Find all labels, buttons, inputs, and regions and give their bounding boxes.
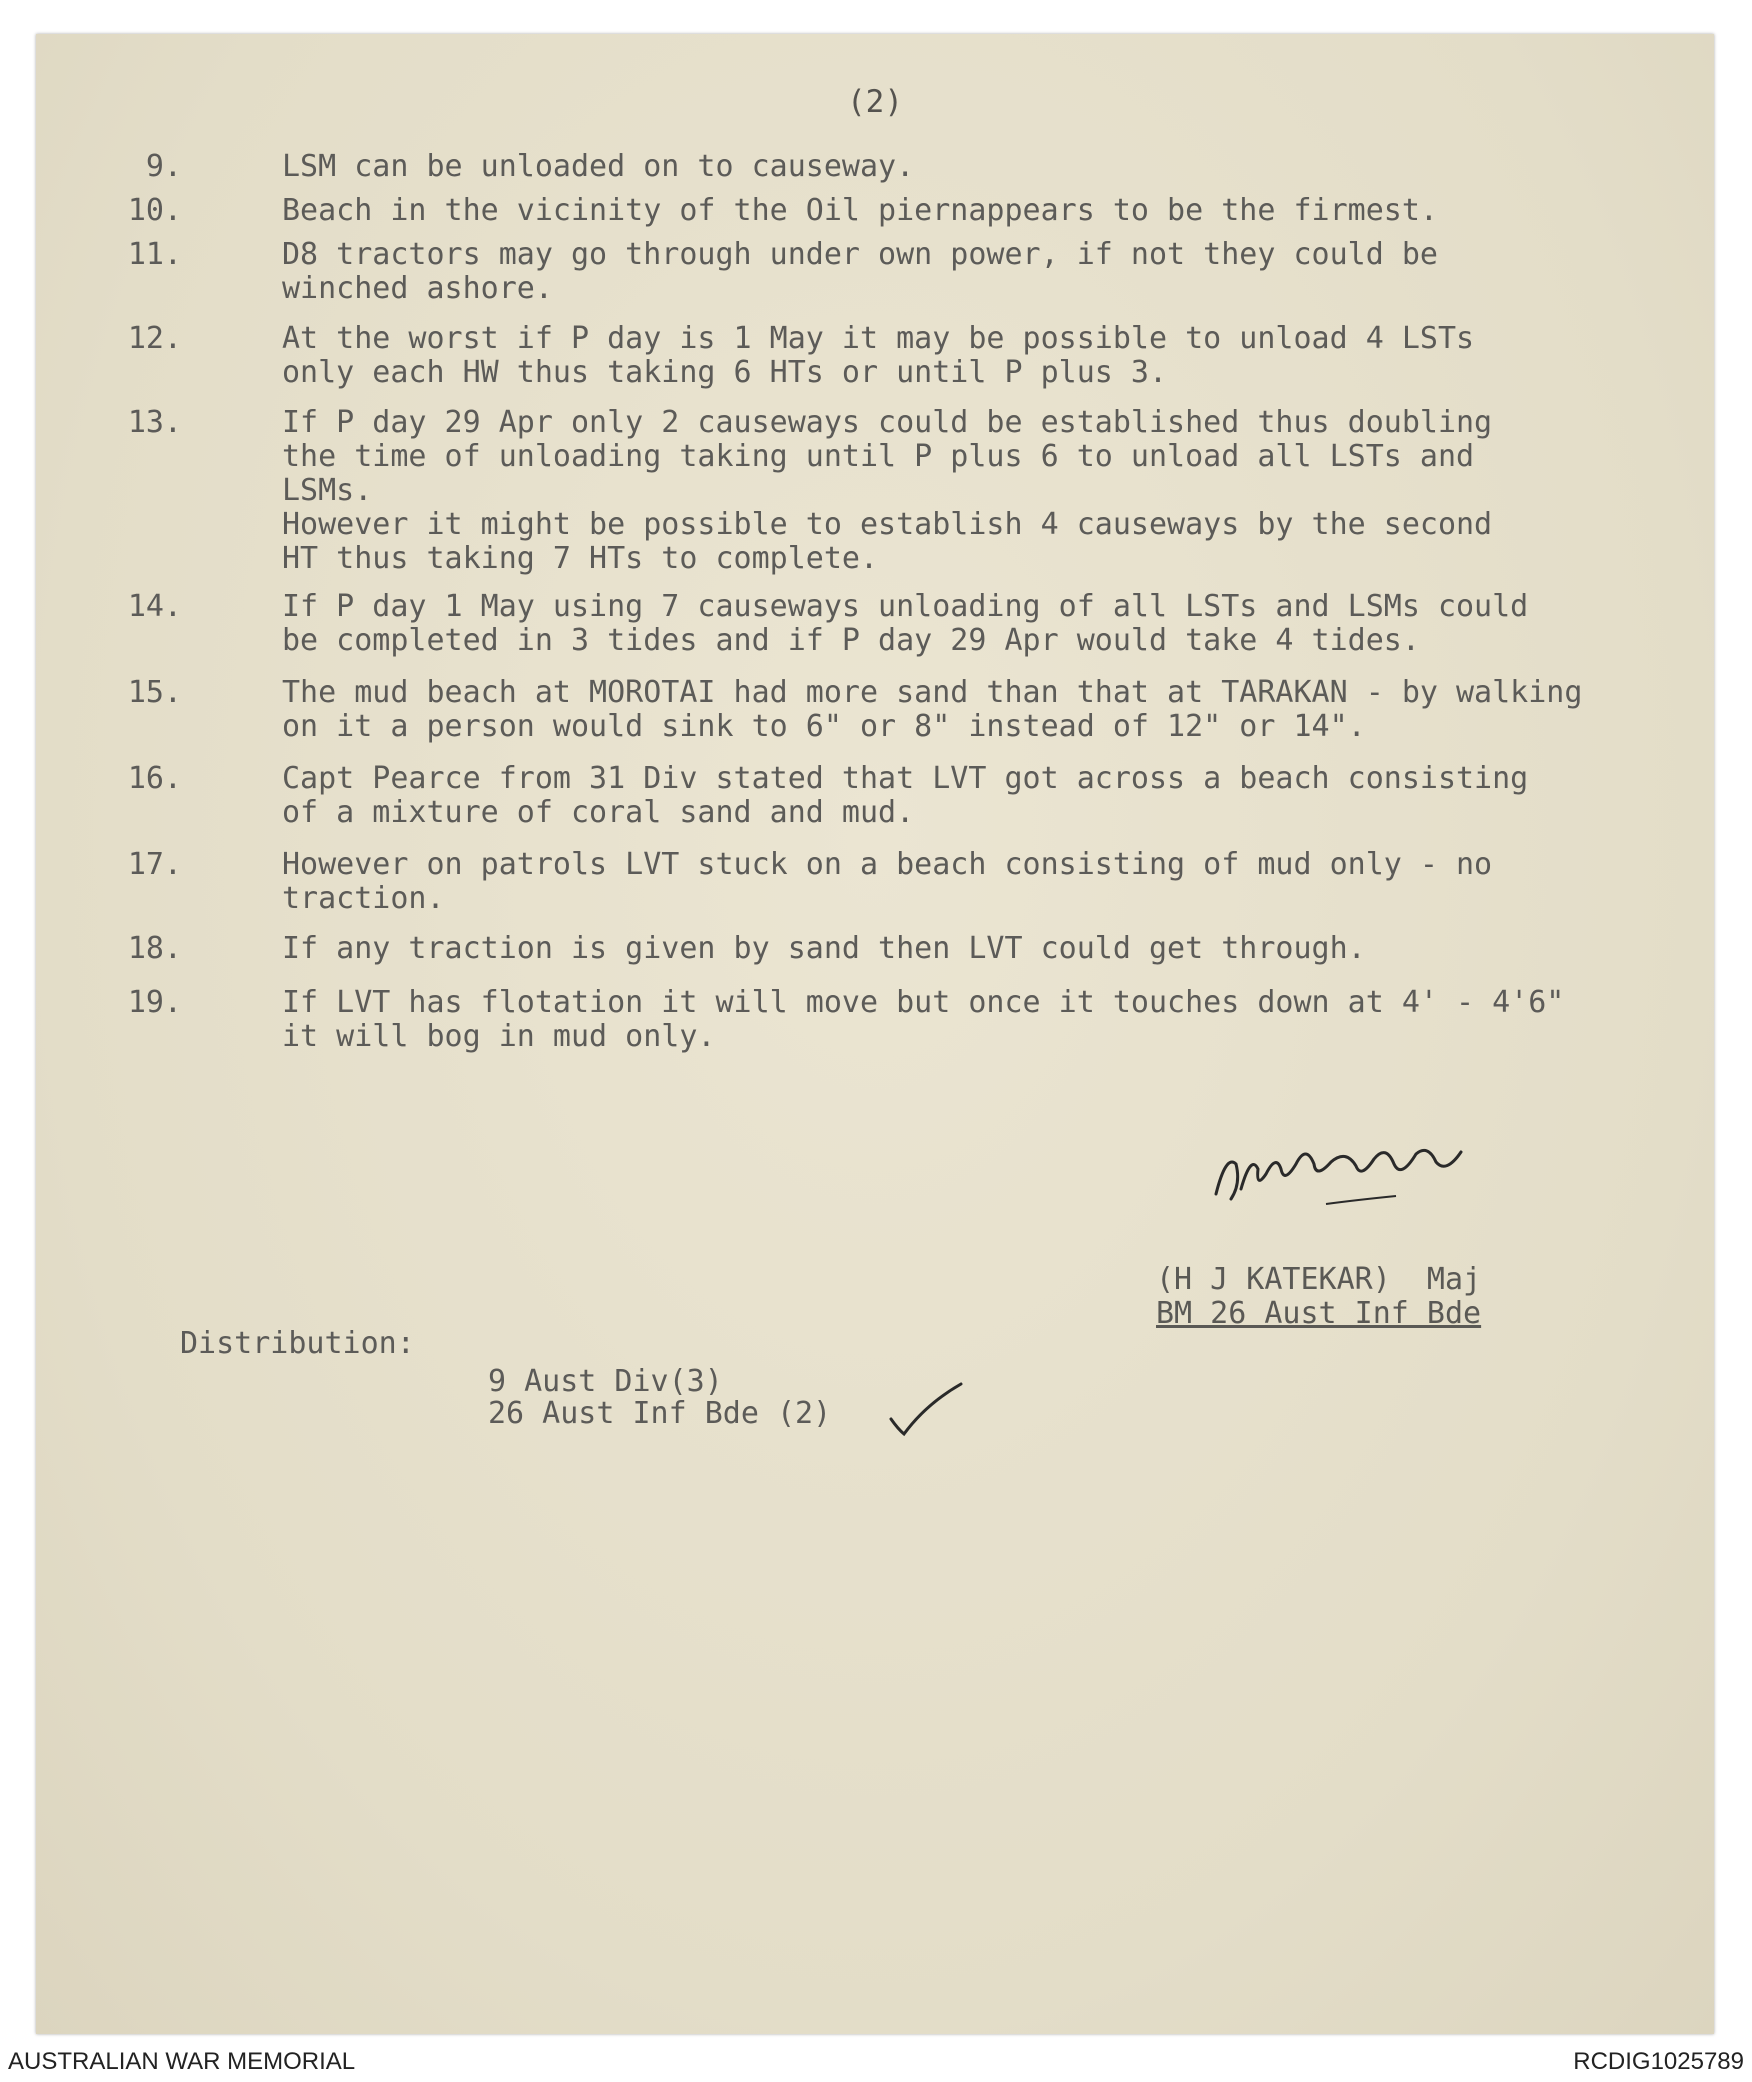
paragraph-text: Capt Pearce from 31 Div stated that LVT got across a beach consisting of a mixture of coral sand and mud. bbox=[282, 761, 1529, 830]
paragraph-number: 17. bbox=[127, 847, 182, 882]
paragraph-text: If any traction is given by sand then LVT could get through. bbox=[282, 931, 1366, 966]
document-page bbox=[36, 34, 1714, 2034]
paragraph-number: 13. bbox=[127, 405, 182, 440]
paragraph-text: If P day 1 May using 7 causeways unloading of all LSTs and LSMs could be completed in 3 tides and if P day 29 Apr would take 4 tides. bbox=[282, 589, 1529, 658]
paragraph-number: 19. bbox=[127, 985, 182, 1020]
paragraph-text: If LVT has flotation it will move but once it touches down at 4' - 4'6" it will bog in mud only. bbox=[282, 985, 1565, 1054]
paragraph-number: 9. bbox=[145, 149, 182, 184]
check-mark-icon bbox=[886, 1379, 966, 1439]
signatory-appointment: BM 26 Aust Inf Bde bbox=[1156, 1296, 1482, 1331]
paragraph-text: The mud beach at MOROTAI had more sand than that at TARAKAN - by walking on it a person would sink to 6" or 8" instead of 12" or 14". bbox=[282, 675, 1583, 744]
distribution-item: 9 Aust Div(3) bbox=[488, 1364, 723, 1399]
footer-archive-name: AUSTRALIAN WAR MEMORIAL bbox=[8, 2048, 356, 2075]
footer-record-id: RCDIG1025789 bbox=[1573, 2048, 1744, 2075]
paragraph-number: 10. bbox=[127, 193, 182, 228]
paragraph-text: However on patrols LVT stuck on a beach consisting of mud only - no traction. bbox=[282, 847, 1493, 916]
distribution-label: Distribution: bbox=[180, 1326, 415, 1361]
handwritten-signature bbox=[1196, 1124, 1476, 1214]
paragraph-number: 12. bbox=[127, 321, 182, 356]
signatory-name: (H J KATEKAR) Maj bbox=[1156, 1262, 1482, 1297]
paragraph-number: 11. bbox=[127, 237, 182, 272]
paragraph-number: 18. bbox=[127, 931, 182, 966]
paragraph-number: 16. bbox=[127, 761, 182, 796]
signature-block bbox=[1156, 1124, 1556, 1344]
paragraph-text: D8 tractors may go through under own power, if not they could be winched ashore. bbox=[282, 237, 1438, 306]
paragraph-number: 15. bbox=[127, 675, 182, 710]
distribution-item: 26 Aust Inf Bde (2) bbox=[488, 1396, 832, 1431]
paragraph-text: If P day 29 Apr only 2 causeways could be established thus doubling the time of unloading taking until P plus 6 to unload all LSTs and LSMs. However it might be possible to establish 4 causeways by the second HT thus taking 7 HTs to complete. bbox=[282, 405, 1493, 576]
paragraph-text: Beach in the vicinity of the Oil piernappears to be the firmest. bbox=[282, 193, 1438, 228]
page-number: (2) bbox=[847, 84, 903, 120]
paragraph-number: 14. bbox=[127, 589, 182, 624]
paragraph-text: LSM can be unloaded on to causeway. bbox=[282, 149, 915, 184]
paragraph-text: At the worst if P day is 1 May it may be possible to unload 4 LSTs only each HW thus taking 6 HTs or until P plus 3. bbox=[282, 321, 1475, 390]
